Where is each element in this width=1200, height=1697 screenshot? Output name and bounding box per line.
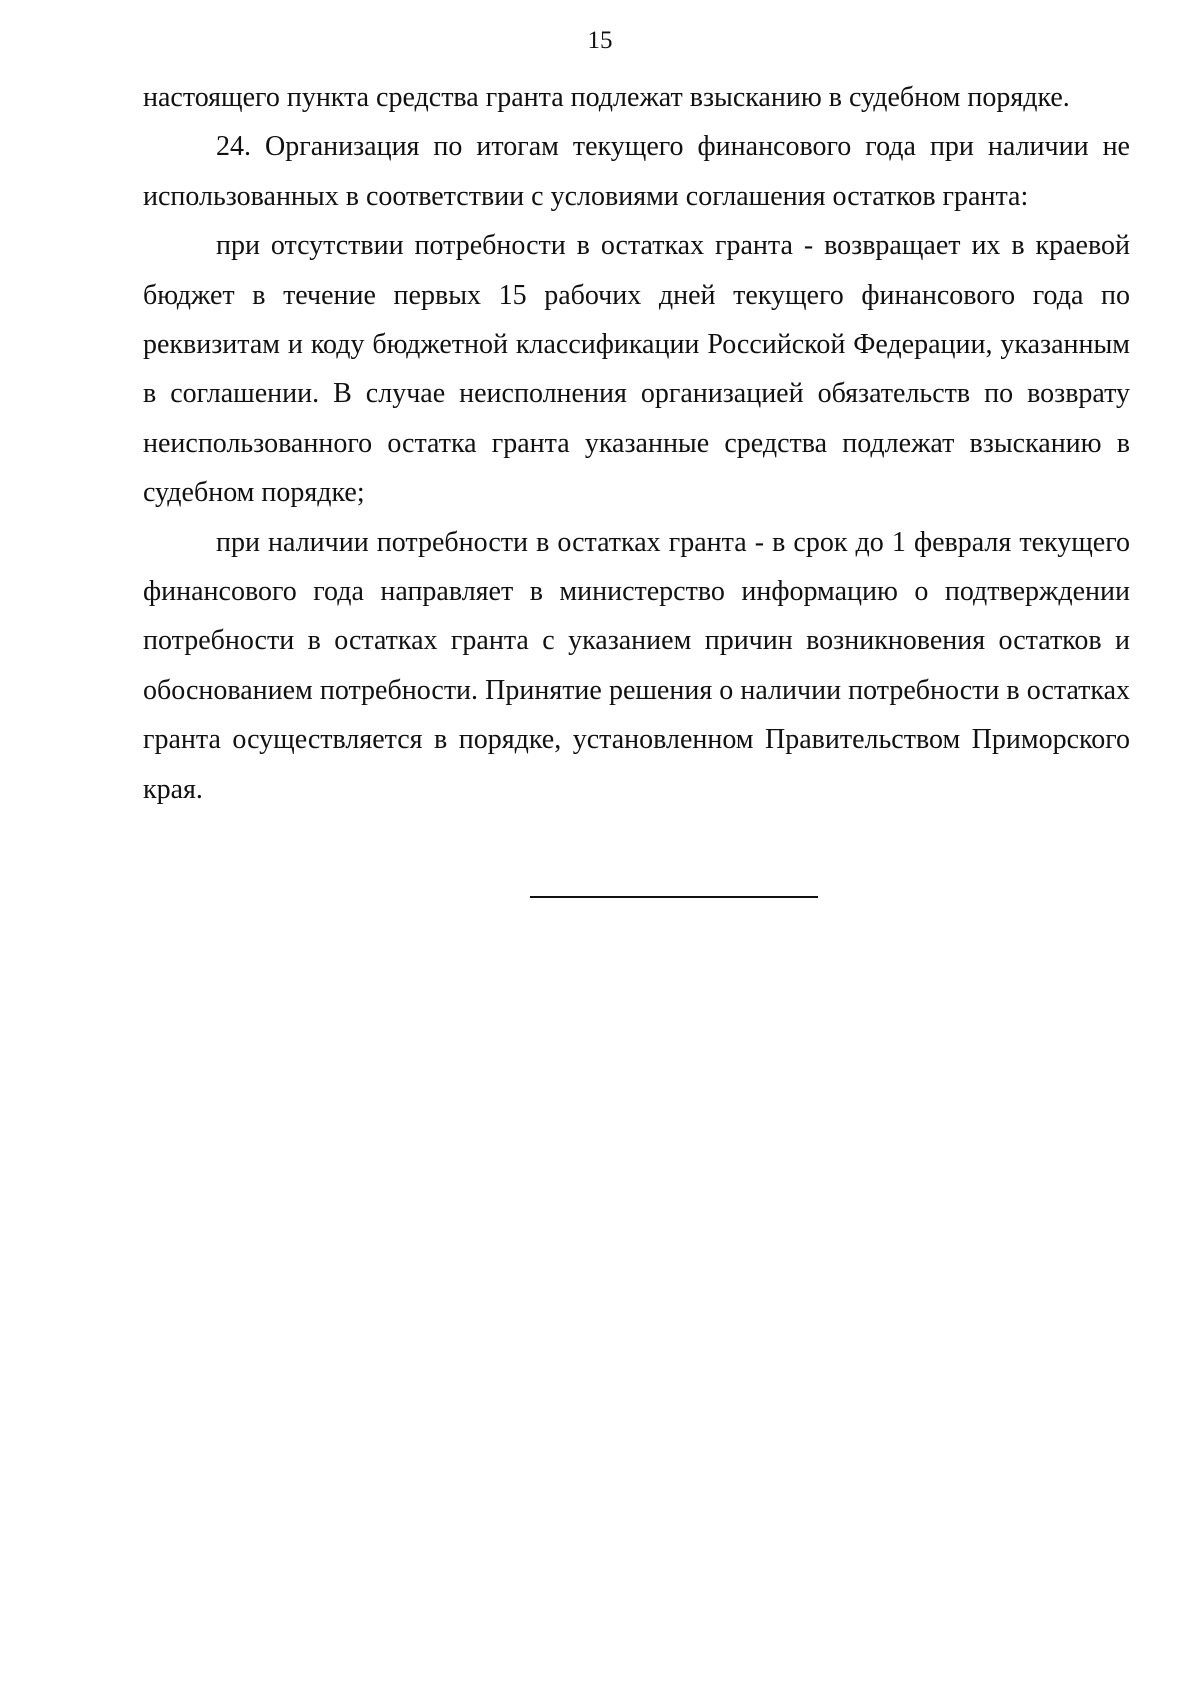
paragraph-no-need-remainder: при отсутствии потребности в остатках гранта - возвращает их в краевой бюджет в течение первых 15 рабочих дней текущего финансового года по реквизитам и коду бюджетной классификации Российской Федерации, указанным в соглашении. В случае неисполнения организацией обязательств по возврату неиспользованного остатка гранта указанные средства подлежат взысканию в судебном порядке; (143, 230, 1130, 509)
paragraph-continuation: настоящего пункта средства гранта подлежат взысканию в судебном порядке. (143, 82, 1070, 113)
paragraph-item-24: 24. Организация по итогам текущего финансового года при наличии не использованных в соответствии с условиями соглашения остатков гранта: (143, 131, 1130, 212)
paragraph-need-remainder: при наличии потребности в остатках гранта - в срок до 1 февраля текущего финансового года направляет в министерство информацию о подтверждении потребности в остатках гранта с указанием причин возникновения остатков и обоснованием потребности. Принятие решения о наличии потребности в остатках гранта осуществляется в порядке, установленном Правительством Приморского края. (143, 526, 1130, 805)
end-separator-line (530, 896, 818, 898)
page-number: 15 (587, 27, 613, 54)
document-body (143, 73, 1130, 814)
